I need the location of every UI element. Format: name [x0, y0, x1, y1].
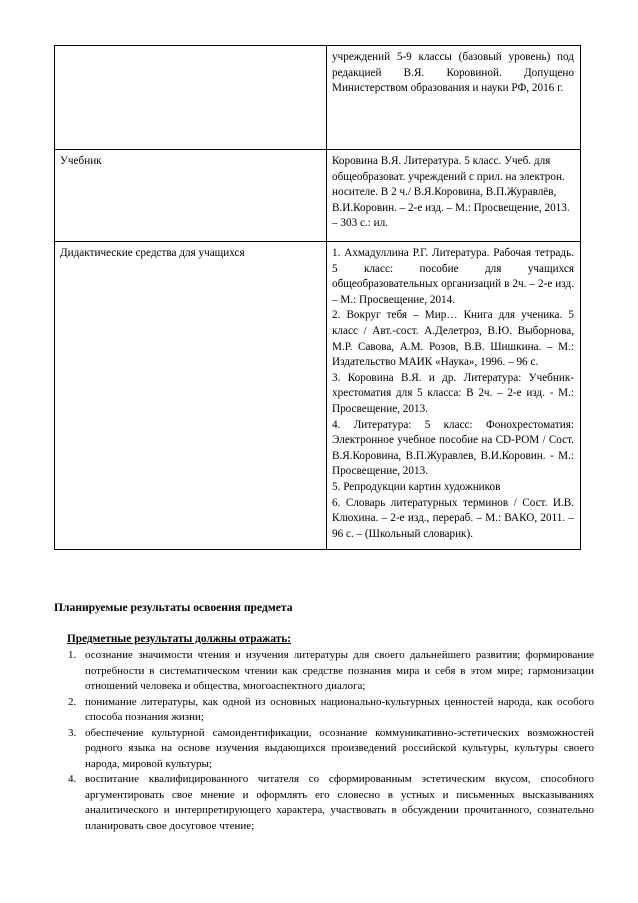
table-cell-label: [55, 46, 327, 150]
results-list: [54, 648, 594, 834]
list-item-number: 1.: [68, 649, 77, 661]
table-row: [55, 150, 581, 242]
cell-list-item: 1. Ахмадуллина Р.Г. Литература. Рабочая тетрадь. 5 класс: пособие для учащихся общеобразовательных организаций в 2ч. – 2-е изд. – М.: Просвещение, 2014.: [332, 247, 574, 306]
list-item: [54, 726, 594, 773]
cell-paragraph: учреждений 5-9 классы (базовый уровень) под редакцией В.Я. Коровиной. Допущено Министерством образования и науки РФ, 2016 г.: [332, 51, 574, 95]
cell-list-item: 4. Литература: 5 класс: Фонохрестоматия: Электронное учебное пособие на CD-РОМ / Сост. В.Я.Коровина, В.П.Журавлев, В.И.Коровин. - М.: Просвещение, 2013.: [332, 418, 574, 478]
list-item-text: понимание литературы, как одной из основных национально-культурных ценностей народа, как особого способа познания жизни;: [85, 695, 594, 723]
list-item: [54, 772, 594, 834]
table-cell-content: [327, 46, 581, 150]
section-subtitle: Предметные результаты должны отражать:: [67, 633, 292, 645]
cell-list-item: 5. Репродукции картин художников: [332, 480, 501, 493]
table-cell-label: Учебник: [55, 150, 327, 242]
table-row: [55, 242, 581, 550]
cell-list-item: 6. Словарь литературных терминов / Сост. И.В. Клюхина. – 2-е изд., перераб. – М.: ВАКО, 2011. – 96 с. – (Школьный словарик).: [332, 496, 574, 540]
resources-table: [54, 45, 581, 550]
table-row: [55, 46, 581, 150]
section-title: Планируемые результаты освоения предмета: [54, 601, 293, 614]
cell-list-item: 2. Вокруг тебя – Мир… Книга для ученика. 5 класс / Авт.-сост. А.Делетроз, В.Ю. Выборнова, М.Р. Савова, А.М. Розов, В.В. Шишкина. – М.: Издательство МАИК «Наука», 1996. – 96 с.: [332, 309, 574, 369]
list-item-number: 2.: [68, 695, 77, 708]
list-item: [54, 648, 594, 695]
table-cell-label: Дидактические средства для учащихся: [55, 242, 327, 550]
list-item-number: 3.: [68, 726, 77, 739]
list-item-text: осознание значимости чтения и изучения литературы для своего дальнейшего развития; формирование потребности в систематическом чтении как средстве познания мира и себя в этом мире; гармонизации отношений человека и общества, многоаспектного диалога;: [85, 649, 594, 692]
list-item-text: обеспечение культурной самоидентификации, осознание коммуникативно-эстетических возможностей родного языка на основе изучения выдающихся произведений российской культуры, культуры своего народа, мировой культуры;: [85, 726, 594, 770]
table-cell-content: [327, 242, 581, 550]
planned-results-section: [54, 600, 594, 834]
list-item: [54, 695, 594, 726]
table-cell-content: [327, 150, 581, 242]
cell-list-item: 3. Коровина В.Я. и др. Литература: Учебник-хрестоматия для 5 класса: В 2ч. – 2-е изд. - М.: Просвещение, 2013.: [332, 371, 574, 415]
cell-paragraph: Коровина В.Я. Литература. 5 класс. Учеб. для общеобразоват. учреждений с прил. на электрон. носителе. В 2 ч./ В.Я.Коровина, В.П.Журавлёв, В.И.Коровин. – 2-е изд. – М.: Просвещение, 2013. – 303 с.: ил.: [332, 155, 570, 230]
list-item-text: воспитание квалифицированного читателя со сформированным эстетическим вкусом, способного аргументировать свое мнение и оформлять его словесно в устных и письменных высказываниях аналитического и интерпретирующего характера, участвовать в обсуждении прочитанного, сознательно планировать свое досуговое чтение;: [85, 773, 594, 832]
list-item-number: 4.: [68, 773, 77, 785]
